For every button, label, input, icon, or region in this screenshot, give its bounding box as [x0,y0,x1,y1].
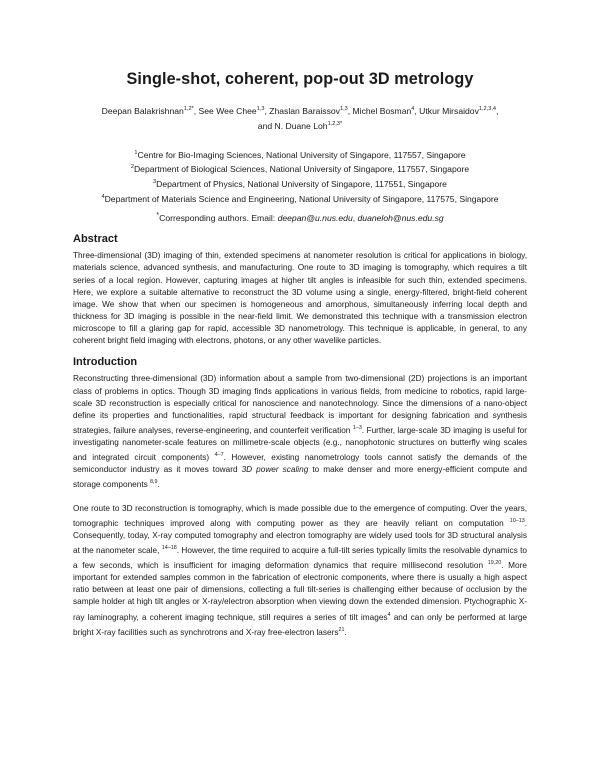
author: Deepan Balakrishnan [101,105,184,116]
author-affil-sup: 4 [411,106,415,112]
affiliation-sup: 3 [153,179,157,186]
introduction-section [73,356,527,638]
email-separator: , [352,213,358,224]
email-link[interactable]: duaneloh@nus.edu.sg [357,213,444,224]
text-run: to make denser and more energy-efficient compute and storage components [73,465,528,489]
text-run: and can only be performed at large bright X-ray facilities such as synchrotrons and X-ray free-electron lasers [73,612,527,637]
email-link[interactable]: deepan@u.nus.edu [277,213,353,224]
text-run: . Further, large-scale 3D imaging is useful for investigating nanometer-scale features on millimetre-scale objects (e.g., nanophotonic structures on butterfly wing scales and integrated circuit components) [73,425,527,462]
author-conjunction: and [257,120,275,131]
author-list: Deepan Balakrishnan$^{1,2*}$, See Wee Chee$^{1,3}$, Zhaslan Baraissov$^{1,3}$, Michel Bosman$^4$, Utkur Mirsaidov$^{1,2,3,4}$, and N. Duane Loh$^{1,2,3*}$ [101,105,499,131]
affiliation [73,161,527,176]
text-run: . Consequently, today, X-ray computed tomography and electron tomography are widely used tools for 3D structural analysis at the nanometer scale, [73,519,527,556]
author-affil-sup: 1,2* [183,106,194,112]
author-affil-sup: 1,2,3* [327,120,343,127]
citation-ref: 4–7 [214,452,224,459]
affiliation-text: Centre for Bio-Imaging Sciences, National University of Singapore, 117557, Singapore [137,149,466,160]
text-run: . [344,627,347,637]
citation-ref: 1–3 [352,425,362,432]
paragraph-gap [73,491,527,503]
corresponding-prefix: Corresponding authors. Email: [159,213,278,224]
citation-ref: 10–13 [509,518,525,525]
author-affil-sup: 1,3 [339,106,348,112]
text-run: . However, the time required to acquire a full-tilt series typically limits the resolvable dynamics to a few seconds, which is insufficient for imaging deformation dynamics that require millisecond resolution [73,546,527,570]
corresponding-sup: * [156,211,160,220]
text-run: One route to 3D reconstruction is tomography, which is made possible due to the emergence of computing. Over the years, tomographic techniques improved along with computing power as they are heavily reliant on computation [73,504,527,529]
text-run: . [157,479,160,489]
author-affil-sup: 1,3 [256,106,265,112]
citation-ref: 21 [338,626,345,633]
abstract-section [73,233,527,347]
author: See Wee Chee [198,105,257,116]
author: N. Duane Loh [274,120,328,131]
affiliation-sup: 1 [134,149,138,156]
affiliation-text: Department of Physics, National University of Singapore, 117551, Singapore [156,178,447,189]
affiliation [73,147,527,162]
author: Zhaslan Baraissov [269,105,340,116]
affiliation-list [73,147,527,206]
text-run: . However, existing nanometrology tools cannot satisfy the demands of the semiconductor industry as it moves toward [73,452,527,475]
affiliation-sup: 4 [101,193,105,200]
affiliation-text: Department of Materials Science and Engineering, National University of Singapore, 117575, Singapore [104,193,499,204]
corresponding-authors [73,209,527,224]
affiliation-sup: 2 [130,164,134,171]
affiliation-text: Department of Biological Sciences, National University of Singapore, 117557, Singapore [133,164,470,175]
section-heading: Abstract [73,233,118,246]
paper-title: Single-shot, coherent, pop-out 3D metrology [126,70,474,88]
affiliation [73,176,527,191]
citation-ref: 14–18 [161,545,177,552]
author-affil-sup: 1,2,3,4 [478,106,496,112]
section-heading: Introduction [73,356,138,369]
intro-paragraph-1 [73,373,527,491]
intro-paragraph-2 [73,503,527,638]
affiliation [73,191,527,206]
text-run: Reconstructing three-dimensional (3D) information about a sample from two-dimensional (2D) projections is an important class of problems in optics. Though 3D imaging finds applications in various fields, from medicine to robotics, rapid large-scale 3D reconstruction is especially critical for nanoscience and nanotechnology. Since the dimensions of a nano-object define its properties and functionalities, rapid structural feedback is important for designing fabrication and synthesis strategies, failure analyses, reverse-engineering, and counterfeit verification [73,374,527,435]
author: Michel Bosman [352,105,412,116]
citation-ref: 4 [387,611,391,618]
author: Utkur Mirsaidov [419,105,479,116]
abstract-text: Three-dimensional (3D) imaging of thin, extended specimens at nanometer resolution is critical for applications in biology, materials science, advanced synthesis, and manufacturing. One route to 3D imaging is tomography, which requires a tilt series of a local region. However, capturing images at higher tilt angles is infeasible for such thin, extended specimens. Here, we explore a suitable alternative to reconstruct the 3D volume using a single, energy-filtered, bright-field coherent image. We show that when our specimen is homogeneous and amorphous, simultaneously inferring local depth and thickness for 3D imaging is possible in the near-field limit. We demonstrated this technique with a transmission electron microscope to fill a glaring gap for rapid, accessible 3D nanometrology. This technique is applicable, in general, to any coherent bright field imaging with electrons, photons, or any other wavelike particles. [73,251,527,346]
emphasis-text: 3D power scaling [241,465,309,475]
citation-ref: 8,9 [150,479,158,486]
text-run: . More important for extended samples common in the fabrication of electronic components, where there is usually a high aspect ratio between at least one pair of dimensions, collecting a full tilt-series is challenging either because of occlusion by the sample holder at high tilt angles or X-ray/electron absorption when viewing down the extended dimension. Ptychographic X-ray laminography, a coherent imaging technique, still requires a series of tilt images [73,560,527,622]
citation-ref: 19,20 [487,560,502,567]
